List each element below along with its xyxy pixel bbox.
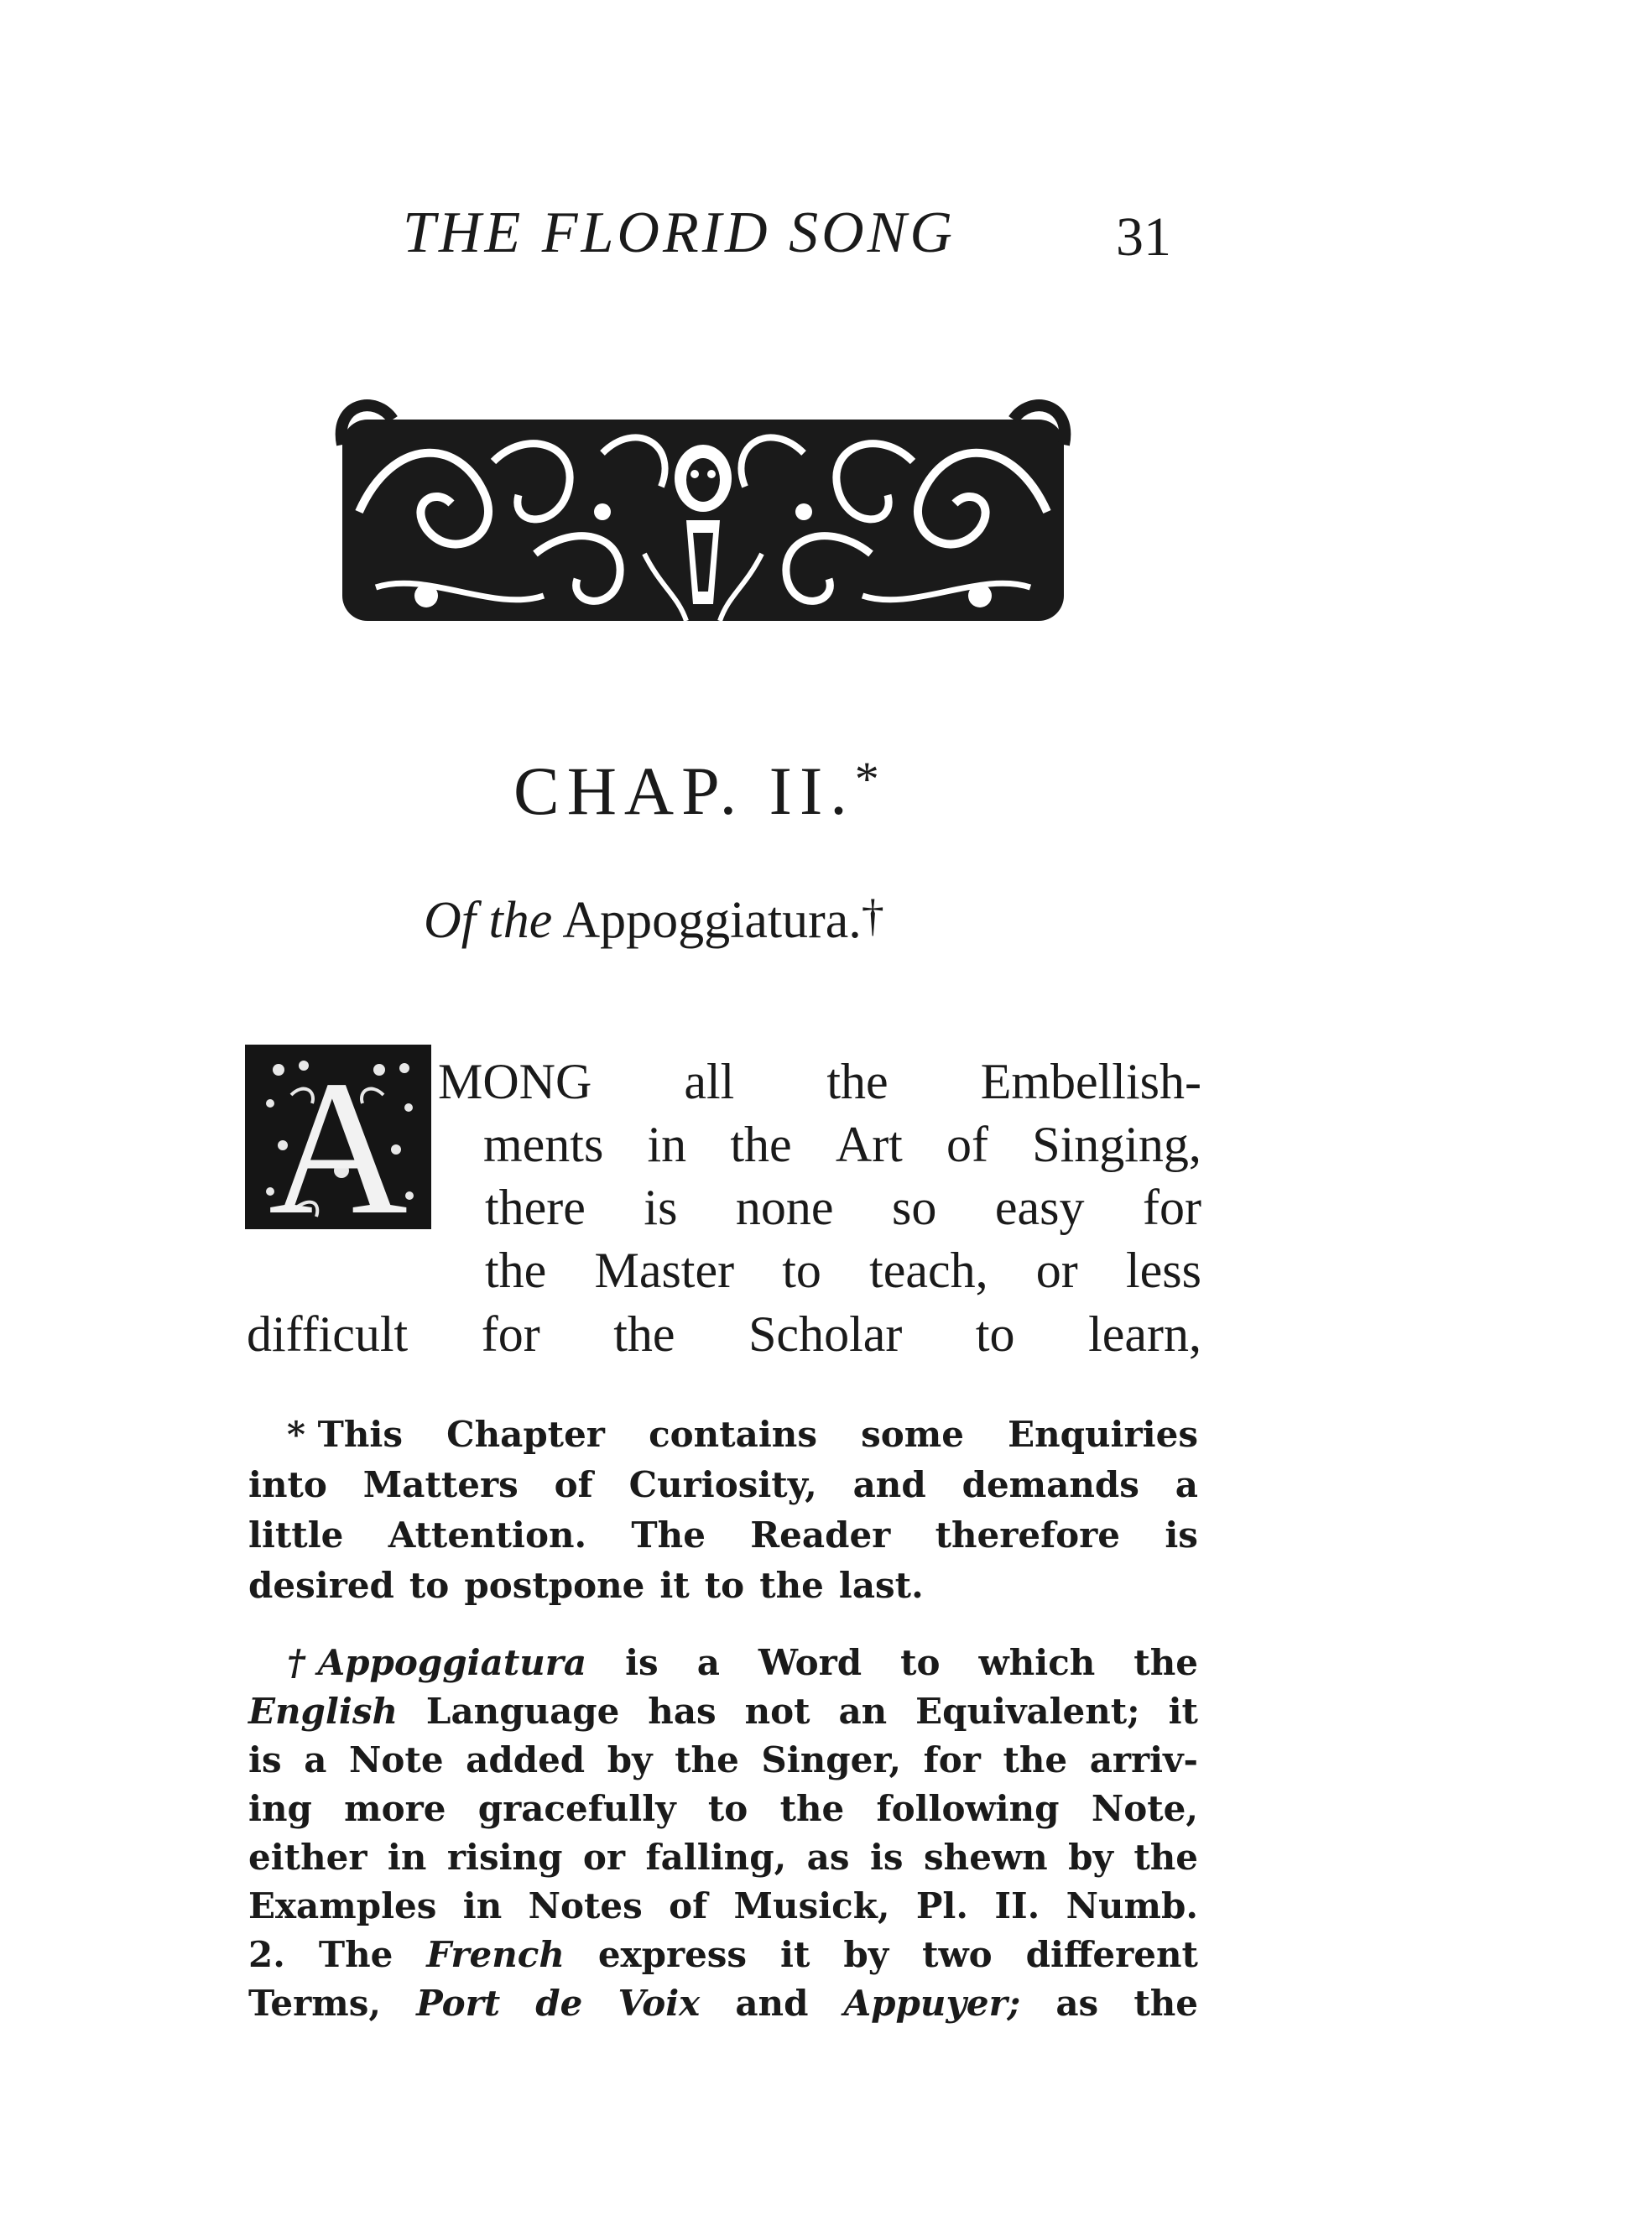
word: The xyxy=(318,1934,393,1975)
word: or xyxy=(1035,1243,1078,1298)
word: little xyxy=(248,1514,344,1556)
word: a xyxy=(1175,1464,1198,1505)
word: to xyxy=(707,1788,748,1829)
word: The xyxy=(631,1514,706,1556)
word: for xyxy=(923,1739,981,1780)
word: express xyxy=(597,1934,748,1975)
word: not xyxy=(744,1691,810,1732)
word: last. xyxy=(838,1565,924,1606)
word: Appuyer; xyxy=(843,1983,1021,2024)
word: Terms, xyxy=(248,1983,381,2024)
word: Pl. xyxy=(915,1885,968,1926)
footnote-2-line-3 xyxy=(248,1739,1198,1780)
word: the xyxy=(826,1054,889,1109)
word: in xyxy=(462,1885,503,1926)
word: MONG xyxy=(438,1054,592,1109)
footnote-1-line-2 xyxy=(248,1464,1198,1505)
word: learn, xyxy=(1088,1306,1201,1362)
word: to xyxy=(975,1306,1015,1362)
word: teach, xyxy=(869,1243,988,1298)
word: demands xyxy=(961,1464,1139,1505)
footnote-2-line-1 xyxy=(287,1642,1198,1683)
word: ing xyxy=(248,1788,312,1829)
word: of xyxy=(946,1117,989,1172)
ornamental-headpiece xyxy=(326,386,1081,650)
word: two xyxy=(922,1934,993,1975)
word: into xyxy=(248,1464,327,1505)
word: some xyxy=(861,1414,964,1455)
word: Musick, xyxy=(733,1885,890,1926)
footnote-2-line-8 xyxy=(248,1983,1198,2024)
word: and xyxy=(735,1983,809,2024)
footnote-2-line-5 xyxy=(248,1837,1198,1878)
word: different xyxy=(1025,1934,1198,1975)
word: as xyxy=(1055,1983,1099,2024)
word: Singing, xyxy=(1032,1117,1201,1172)
word: for xyxy=(1143,1180,1201,1235)
word: the xyxy=(1133,1983,1198,2024)
word: of xyxy=(554,1464,593,1505)
footnote-2-line-4 xyxy=(248,1788,1198,1829)
word: the xyxy=(1133,1837,1198,1878)
word: French xyxy=(426,1934,565,1975)
word: in xyxy=(647,1117,687,1172)
word: de xyxy=(535,1983,583,2024)
word: so xyxy=(892,1180,937,1235)
word: Singer, xyxy=(761,1739,902,1780)
word: rising xyxy=(446,1837,563,1878)
word: contains xyxy=(649,1414,817,1455)
word: Curiosity, xyxy=(628,1464,817,1505)
footnote-2-line-6 xyxy=(248,1885,1198,1926)
footnote-1-line-4 xyxy=(248,1565,1198,1606)
word: for xyxy=(481,1306,540,1362)
word: either xyxy=(248,1837,367,1878)
word: none xyxy=(735,1180,834,1235)
word: Equivalent; xyxy=(915,1691,1140,1732)
word: less xyxy=(1125,1243,1201,1298)
footnote-1-line-1 xyxy=(287,1414,1198,1455)
word: to xyxy=(409,1565,450,1606)
word: Art xyxy=(835,1117,903,1172)
word: by xyxy=(607,1739,653,1780)
chapter-heading xyxy=(513,751,879,831)
page-number: 31 xyxy=(1116,206,1171,268)
word: shewn xyxy=(924,1837,1048,1878)
word: added xyxy=(466,1739,586,1780)
word: the xyxy=(1003,1739,1068,1780)
chapter-subtitle-word: Appoggiatura. xyxy=(562,892,862,949)
drop-cap-initial xyxy=(245,1045,431,1229)
word: the xyxy=(779,1788,845,1829)
word: desired xyxy=(248,1565,394,1606)
word: of xyxy=(669,1885,708,1926)
word: falling, xyxy=(645,1837,787,1878)
word: * This xyxy=(287,1414,403,1455)
word: a xyxy=(304,1739,327,1780)
word: the xyxy=(613,1306,675,1362)
word: Master xyxy=(594,1243,735,1298)
word: Numb. xyxy=(1066,1885,1198,1926)
word: a xyxy=(696,1642,720,1683)
word: II. xyxy=(994,1885,1040,1926)
body-line-5 xyxy=(247,1306,1201,1363)
word: ments xyxy=(483,1117,604,1172)
word: it xyxy=(780,1934,810,1975)
body-line-2 xyxy=(483,1116,1201,1174)
word: as xyxy=(806,1837,850,1878)
word: following xyxy=(876,1788,1060,1829)
body-line-3 xyxy=(485,1179,1201,1237)
word: more xyxy=(344,1788,446,1829)
word: arriv- xyxy=(1089,1739,1198,1780)
word: is xyxy=(644,1180,678,1235)
word: all xyxy=(684,1054,735,1109)
word: Word xyxy=(758,1642,862,1683)
word: an xyxy=(838,1691,888,1732)
footnote-2-line-2 xyxy=(248,1691,1198,1732)
word: and xyxy=(852,1464,926,1505)
chapter-subtitle-prefix: Of the xyxy=(424,892,553,949)
word: Attention. xyxy=(388,1514,587,1556)
word: Examples xyxy=(248,1885,437,1926)
word: Note xyxy=(349,1739,444,1780)
word: to xyxy=(704,1565,745,1606)
word: in xyxy=(387,1837,427,1878)
chapter-subtitle-footnote-mark: † xyxy=(861,890,884,941)
footnote-2-line-7 xyxy=(248,1934,1198,1975)
body-line-1 xyxy=(438,1053,1201,1111)
word: or xyxy=(582,1837,626,1878)
word: the xyxy=(675,1739,739,1780)
word: postpone xyxy=(464,1565,645,1606)
word: Chapter xyxy=(446,1414,605,1455)
chapter-heading-text: CHAP. II. xyxy=(513,753,855,829)
word: has xyxy=(648,1691,717,1732)
word: by xyxy=(843,1934,889,1975)
footnote-1-line-3 xyxy=(248,1514,1198,1556)
word: Embellish- xyxy=(980,1054,1201,1109)
word: to xyxy=(782,1243,821,1298)
word: 2. xyxy=(248,1934,285,1975)
word: Language xyxy=(425,1691,620,1732)
drop-cap-graphic xyxy=(245,1045,431,1229)
word: difficult xyxy=(247,1306,409,1362)
word: to xyxy=(900,1642,941,1683)
word: Voix xyxy=(618,1983,701,2024)
word: Scholar xyxy=(748,1306,903,1362)
word: the xyxy=(759,1565,824,1606)
word: is xyxy=(625,1642,659,1683)
word: is xyxy=(869,1837,904,1878)
word: there xyxy=(485,1180,586,1235)
word: it xyxy=(659,1565,690,1606)
word: the xyxy=(730,1117,792,1172)
word: Note, xyxy=(1091,1788,1198,1829)
word: by xyxy=(1068,1837,1113,1878)
word: Matters xyxy=(362,1464,519,1505)
word: is xyxy=(1165,1514,1198,1556)
chapter-heading-footnote-mark: * xyxy=(854,752,879,806)
word: the xyxy=(485,1243,547,1298)
word: the xyxy=(1133,1642,1198,1683)
drop-cap-letter: A xyxy=(268,1045,409,1229)
body-line-4 xyxy=(485,1242,1201,1300)
word: † Appoggiatura xyxy=(287,1642,587,1683)
word: is xyxy=(248,1739,282,1780)
word: English xyxy=(248,1691,399,1732)
word: easy xyxy=(994,1180,1085,1235)
chapter-subtitle xyxy=(424,889,884,951)
word: Port xyxy=(416,1983,501,2024)
word: therefore xyxy=(935,1514,1121,1556)
ornament-graphic xyxy=(326,386,1081,650)
word: which xyxy=(978,1642,1096,1683)
word: it xyxy=(1168,1691,1198,1732)
word: Enquiries xyxy=(1008,1414,1198,1455)
running-title: THE FLORID SONG xyxy=(403,201,956,265)
word: gracefully xyxy=(477,1788,676,1829)
word: Notes xyxy=(528,1885,643,1926)
word: Reader xyxy=(750,1514,891,1556)
